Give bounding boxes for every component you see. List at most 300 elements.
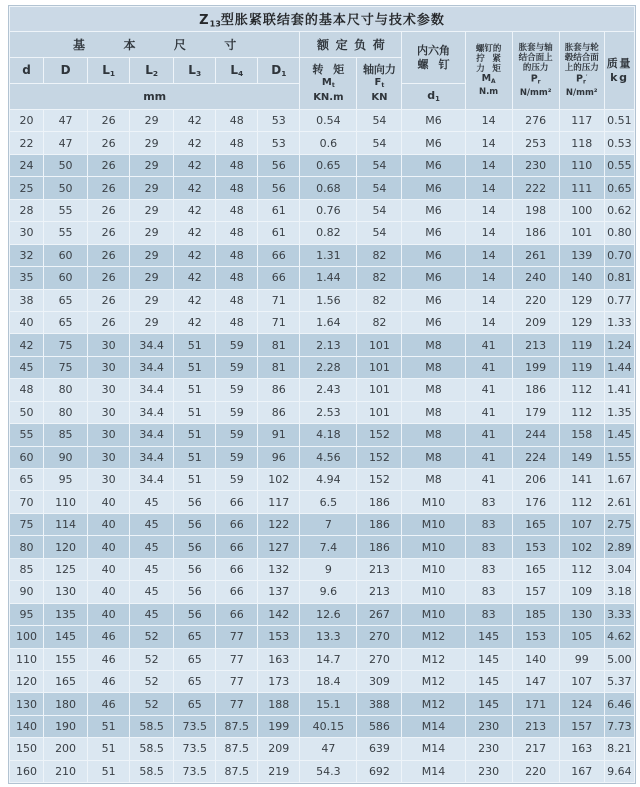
- cell: 28: [10, 199, 44, 221]
- cell: 117: [258, 491, 300, 513]
- table-row: [10, 334, 635, 356]
- cell: 112: [559, 558, 604, 580]
- cell: 45: [130, 603, 174, 625]
- cell: 14: [465, 154, 512, 176]
- cell: 153: [512, 626, 559, 648]
- cell: 38: [10, 289, 44, 311]
- table-row: [10, 289, 635, 311]
- cell: 77: [216, 670, 258, 692]
- cell: M6: [402, 244, 465, 266]
- cell: 86: [258, 401, 300, 423]
- cell: 137: [258, 581, 300, 603]
- cell: 65: [174, 670, 216, 692]
- cell: 176: [512, 491, 559, 513]
- cell: 86: [258, 379, 300, 401]
- cell: 42: [174, 311, 216, 333]
- cell: 14: [465, 222, 512, 244]
- cell: 0.53: [604, 132, 634, 154]
- cell: 51: [88, 738, 130, 760]
- cell: 157: [512, 581, 559, 603]
- cell: 29: [130, 199, 174, 221]
- table-row: [10, 424, 635, 446]
- table-row: [10, 199, 635, 221]
- cell: 213: [512, 715, 559, 737]
- cell: 73.5: [174, 760, 216, 782]
- cell: 42: [174, 289, 216, 311]
- cell: 83: [465, 536, 512, 558]
- cell: 40: [88, 513, 130, 535]
- cell: 42: [174, 222, 216, 244]
- header-col-L2: $L_2$: [130, 58, 174, 84]
- cell: 30: [88, 424, 130, 446]
- cell: 51: [174, 401, 216, 423]
- cell: 60: [10, 446, 44, 468]
- cell: 59: [216, 334, 258, 356]
- cell: 3.33: [604, 603, 634, 625]
- header-col-L3: $L_3$: [174, 58, 216, 84]
- header-shaft-interface-pressure: 胀套与轴 结合面上 的压力 $P_r$ N/mm²: [512, 32, 559, 110]
- cell: 1.45: [604, 424, 634, 446]
- cell: 56: [174, 491, 216, 513]
- cell: 42: [174, 110, 216, 132]
- cell: 7.73: [604, 715, 634, 737]
- cell: 40: [88, 558, 130, 580]
- cell: 101: [357, 401, 402, 423]
- table-row: [10, 626, 635, 648]
- cell: M6: [402, 311, 465, 333]
- cell: 14: [465, 244, 512, 266]
- cell: 140: [512, 648, 559, 670]
- cell: M10: [402, 581, 465, 603]
- cell: 18.4: [300, 670, 357, 692]
- cell: 66: [258, 267, 300, 289]
- cell: M6: [402, 154, 465, 176]
- cell: 54: [357, 132, 402, 154]
- header-rated-load: 额定负荷: [300, 32, 402, 58]
- cell: 40: [88, 581, 130, 603]
- cell: 198: [512, 199, 559, 221]
- cell: 117: [559, 110, 604, 132]
- cell: 153: [258, 626, 300, 648]
- cell: 77: [216, 648, 258, 670]
- cell: 26: [88, 177, 130, 199]
- cell: 41: [465, 401, 512, 423]
- cell: 240: [512, 267, 559, 289]
- header-col-D: D: [44, 58, 88, 84]
- cell: 87.5: [216, 738, 258, 760]
- cell: 30: [88, 379, 130, 401]
- cell: 29: [130, 132, 174, 154]
- cell: 40: [10, 311, 44, 333]
- cell: 60: [44, 244, 88, 266]
- cell: 155: [44, 648, 88, 670]
- cell: 65: [10, 469, 44, 491]
- cell: 56: [174, 558, 216, 580]
- cell: M14: [402, 760, 465, 782]
- cell: 222: [512, 177, 559, 199]
- cell: 125: [44, 558, 88, 580]
- cell: 48: [216, 177, 258, 199]
- cell: 53: [258, 132, 300, 154]
- cell: 20: [10, 110, 44, 132]
- cell: 199: [258, 715, 300, 737]
- cell: 639: [357, 738, 402, 760]
- cell: 209: [258, 738, 300, 760]
- cell: 51: [174, 424, 216, 446]
- cell: 29: [130, 177, 174, 199]
- cell: 54.3: [300, 760, 357, 782]
- cell: 34.4: [130, 401, 174, 423]
- cell: 180: [44, 693, 88, 715]
- cell: 200: [44, 738, 88, 760]
- cell: 65: [174, 648, 216, 670]
- table-row: [10, 513, 635, 535]
- cell: 45: [130, 491, 174, 513]
- table-row: [10, 244, 635, 266]
- cell: 90: [44, 446, 88, 468]
- cell: 206: [512, 469, 559, 491]
- cell: 110: [10, 648, 44, 670]
- cell: 140: [10, 715, 44, 737]
- cell: 230: [465, 760, 512, 782]
- cell: 145: [465, 670, 512, 692]
- cell: 219: [258, 760, 300, 782]
- cell: M6: [402, 132, 465, 154]
- cell: 139: [559, 244, 604, 266]
- cell: 188: [258, 693, 300, 715]
- cell: 165: [512, 513, 559, 535]
- cell: 0.80: [604, 222, 634, 244]
- cell: 185: [512, 603, 559, 625]
- cell: 186: [512, 222, 559, 244]
- cell: 8.21: [604, 738, 634, 760]
- cell: 149: [559, 446, 604, 468]
- cell: 261: [512, 244, 559, 266]
- cell: 101: [357, 356, 402, 378]
- cell: 129: [559, 289, 604, 311]
- cell: 213: [357, 558, 402, 580]
- cell: 220: [512, 760, 559, 782]
- cell: 55: [44, 199, 88, 221]
- cell: 142: [258, 603, 300, 625]
- cell: 34.4: [130, 356, 174, 378]
- cell: 0.6: [300, 132, 357, 154]
- cell: 85: [44, 424, 88, 446]
- cell: 14: [465, 110, 512, 132]
- cell: 40: [88, 536, 130, 558]
- header-hex-socket-screw: 内六角 螺钉: [402, 32, 465, 84]
- cell: 165: [512, 558, 559, 580]
- cell: 150: [10, 738, 44, 760]
- cell: 30: [88, 356, 130, 378]
- cell: 41: [465, 446, 512, 468]
- cell: 7.4: [300, 536, 357, 558]
- cell: 91: [258, 424, 300, 446]
- cell: 81: [258, 356, 300, 378]
- cell: 87.5: [216, 760, 258, 782]
- cell: 48: [216, 132, 258, 154]
- cell: 0.82: [300, 222, 357, 244]
- cell: 26: [88, 132, 130, 154]
- cell: 2.43: [300, 379, 357, 401]
- cell: 75: [44, 356, 88, 378]
- cell: 48: [216, 222, 258, 244]
- cell: 217: [512, 738, 559, 760]
- cell: 120: [10, 670, 44, 692]
- cell: 171: [512, 693, 559, 715]
- cell: 7: [300, 513, 357, 535]
- cell: 145: [465, 693, 512, 715]
- cell: 42: [10, 334, 44, 356]
- cell: 77: [216, 626, 258, 648]
- cell: 230: [465, 715, 512, 737]
- cell: 0.65: [300, 154, 357, 176]
- cell: 26: [88, 289, 130, 311]
- cell: 14: [465, 199, 512, 221]
- cell: 83: [465, 491, 512, 513]
- cell: 145: [44, 626, 88, 648]
- cell: 66: [216, 603, 258, 625]
- cell: 119: [559, 334, 604, 356]
- cell: 82: [357, 311, 402, 333]
- cell: M12: [402, 693, 465, 715]
- cell: 209: [512, 311, 559, 333]
- cell: 152: [357, 446, 402, 468]
- cell: 4.56: [300, 446, 357, 468]
- cell: 118: [559, 132, 604, 154]
- cell: 56: [174, 536, 216, 558]
- cell: 12.6: [300, 603, 357, 625]
- table-row: [10, 469, 635, 491]
- cell: 230: [465, 738, 512, 760]
- cell: 30: [88, 334, 130, 356]
- cell: 77: [216, 693, 258, 715]
- cell: 56: [258, 177, 300, 199]
- cell: 127: [258, 536, 300, 558]
- cell: 13.3: [300, 626, 357, 648]
- cell: 179: [512, 401, 559, 423]
- cell: 26: [88, 267, 130, 289]
- cell: 220: [512, 289, 559, 311]
- table-row: [10, 267, 635, 289]
- cell: 9.64: [604, 760, 634, 782]
- cell: M8: [402, 356, 465, 378]
- cell: 14: [465, 289, 512, 311]
- cell: 0.51: [604, 110, 634, 132]
- cell: 66: [216, 491, 258, 513]
- cell: 59: [216, 401, 258, 423]
- cell: 101: [357, 334, 402, 356]
- header-basic-dimensions: 基本尺寸: [10, 32, 300, 58]
- cell: 110: [559, 154, 604, 176]
- cell: 29: [130, 154, 174, 176]
- cell: 30: [88, 401, 130, 423]
- cell: 26: [88, 110, 130, 132]
- cell: 114: [44, 513, 88, 535]
- cell: 40: [88, 491, 130, 513]
- title-row: [10, 7, 635, 32]
- cell: 51: [174, 356, 216, 378]
- cell: 85: [10, 558, 44, 580]
- cell: 30: [88, 469, 130, 491]
- cell: 145: [465, 648, 512, 670]
- table-row: [10, 491, 635, 513]
- cell: 152: [357, 469, 402, 491]
- cell: 45: [130, 513, 174, 535]
- cell: 3.04: [604, 558, 634, 580]
- cell: 1.55: [604, 446, 634, 468]
- cell: 3.18: [604, 581, 634, 603]
- table-row: [10, 760, 635, 782]
- cell: 107: [559, 513, 604, 535]
- cell: 14.7: [300, 648, 357, 670]
- cell: 41: [465, 424, 512, 446]
- table-row: [10, 222, 635, 244]
- cell: 2.13: [300, 334, 357, 356]
- cell: M8: [402, 446, 465, 468]
- cell: M6: [402, 289, 465, 311]
- cell: 83: [465, 513, 512, 535]
- cell: 29: [130, 289, 174, 311]
- table-row: [10, 603, 635, 625]
- cell: 276: [512, 110, 559, 132]
- cell: 101: [559, 222, 604, 244]
- cell: 1.44: [300, 267, 357, 289]
- header-mass: 质量 kg: [604, 32, 634, 110]
- cell: 124: [559, 693, 604, 715]
- cell: 244: [512, 424, 559, 446]
- cell: 59: [216, 469, 258, 491]
- table-row: [10, 446, 635, 468]
- cell: 61: [258, 199, 300, 221]
- table-row: [10, 154, 635, 176]
- cell: 30: [10, 222, 44, 244]
- cell: 26: [88, 154, 130, 176]
- cell: 5.37: [604, 670, 634, 692]
- cell: 59: [216, 379, 258, 401]
- cell: 1.44: [604, 356, 634, 378]
- header-col-d: d: [10, 58, 44, 84]
- cell: 81: [258, 334, 300, 356]
- cell: 70: [10, 491, 44, 513]
- cell: M8: [402, 401, 465, 423]
- cell: 45: [130, 581, 174, 603]
- cell: 2.75: [604, 513, 634, 535]
- cell: 14: [465, 267, 512, 289]
- cell: 157: [559, 715, 604, 737]
- cell: 130: [44, 581, 88, 603]
- cell: 267: [357, 603, 402, 625]
- header-hub-interface-pressure: 胀套与轮 毂结合面 上的压力 $P_r'$ N/mm²: [559, 32, 604, 110]
- cell: 22: [10, 132, 44, 154]
- cell: 87.5: [216, 715, 258, 737]
- cell: 52: [130, 626, 174, 648]
- cell: 4.62: [604, 626, 634, 648]
- cell: 80: [44, 401, 88, 423]
- cell: 165: [44, 670, 88, 692]
- cell: 147: [512, 670, 559, 692]
- cell: 51: [88, 715, 130, 737]
- cell: 270: [357, 648, 402, 670]
- cell: 153: [512, 536, 559, 558]
- table-row: [10, 536, 635, 558]
- cell: 48: [216, 244, 258, 266]
- cell: 41: [465, 379, 512, 401]
- cell: M6: [402, 177, 465, 199]
- cell: 48: [216, 110, 258, 132]
- header-axial-force: 轴向力 $F_t$ KN: [357, 58, 402, 110]
- cell: 105: [559, 626, 604, 648]
- cell: 100: [559, 199, 604, 221]
- cell: 213: [512, 334, 559, 356]
- cell: 186: [357, 513, 402, 535]
- cell: 0.55: [604, 154, 634, 176]
- table-row: [10, 648, 635, 670]
- cell: 42: [174, 267, 216, 289]
- cell: 29: [130, 311, 174, 333]
- cell: 50: [44, 177, 88, 199]
- table-row: [10, 132, 635, 154]
- cell: 32: [10, 244, 44, 266]
- cell: 51: [88, 760, 130, 782]
- cell: 388: [357, 693, 402, 715]
- cell: M10: [402, 536, 465, 558]
- cell: 71: [258, 311, 300, 333]
- cell: 152: [357, 424, 402, 446]
- cell: 95: [10, 603, 44, 625]
- cell: 60: [44, 267, 88, 289]
- cell: 48: [216, 267, 258, 289]
- cell: 145: [465, 626, 512, 648]
- header-col-D1: $D_1$: [258, 58, 300, 84]
- cell: 213: [357, 581, 402, 603]
- cell: 55: [10, 424, 44, 446]
- cell: 101: [357, 379, 402, 401]
- cell: 66: [216, 513, 258, 535]
- cell: 51: [174, 469, 216, 491]
- cell: 51: [174, 379, 216, 401]
- cell: 45: [130, 558, 174, 580]
- cell: 6.5: [300, 491, 357, 513]
- cell: 2.28: [300, 356, 357, 378]
- page-title: $Z_{13}$型胀紧联结套的基本尺寸与技术参数: [10, 7, 635, 32]
- cell: 120: [44, 536, 88, 558]
- cell: 25: [10, 177, 44, 199]
- cell: 58.5: [130, 715, 174, 737]
- cell: 55: [44, 222, 88, 244]
- cell: 46: [88, 648, 130, 670]
- cell: 0.54: [300, 110, 357, 132]
- header-col-L1: $L_1$: [88, 58, 130, 84]
- cell: 41: [465, 469, 512, 491]
- cell: 26: [88, 244, 130, 266]
- table-row: [10, 738, 635, 760]
- cell: 42: [174, 154, 216, 176]
- cell: 75: [44, 334, 88, 356]
- cell: 186: [357, 536, 402, 558]
- cell: 29: [130, 222, 174, 244]
- cell: 107: [559, 670, 604, 692]
- cell: 54: [357, 222, 402, 244]
- cell: 47: [300, 738, 357, 760]
- cell: 46: [88, 626, 130, 648]
- cell: 130: [559, 603, 604, 625]
- cell: 56: [174, 513, 216, 535]
- cell: M10: [402, 513, 465, 535]
- table-row: [10, 558, 635, 580]
- cell: 83: [465, 581, 512, 603]
- cell: 4.94: [300, 469, 357, 491]
